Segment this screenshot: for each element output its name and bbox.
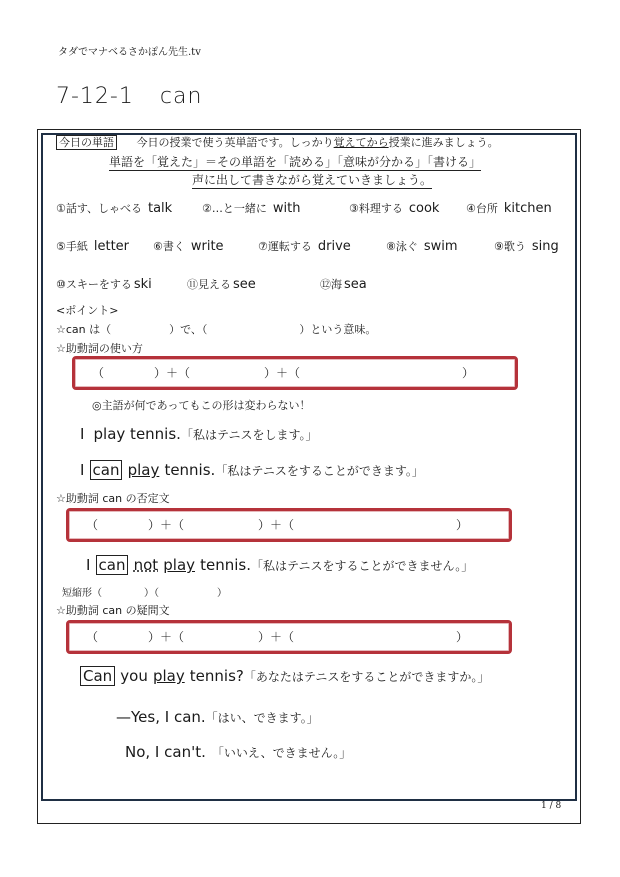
lesson-code: 7-12-1 (56, 84, 134, 109)
lesson-topic: can (159, 84, 203, 109)
vocab-item: ⑫海 sea (320, 277, 367, 292)
can-highlight: Can (80, 666, 115, 686)
vocab-label: 今日の単語 (56, 135, 117, 150)
answer-no: No, I can't. 「いいえ、できません。」 (125, 743, 352, 761)
instruction-line-2: 声に出して書きながら覚えていきましょう。 (192, 173, 433, 187)
vocab-item: ⑦運転する drive (258, 239, 351, 254)
vocab-intro-a: 今日の授業で使う英単語です。しっかり (136, 136, 334, 149)
negative-formula: （ ）＋（ ）＋（ ） (86, 518, 469, 532)
example-1: I play tennis.「私はテニスをします。」 (80, 425, 318, 443)
question-formula: （ ）＋（ ）＋（ ） (86, 630, 469, 644)
usage-heading: ☆助動詞の使い方 (56, 342, 143, 355)
negative-heading: ☆助動詞 can の否定文 (56, 492, 170, 505)
vocab-intro-c: 授業に進みましょう。 (388, 136, 499, 149)
can-highlight: can (96, 555, 129, 575)
usage-note: ◎主語が何であってもこの形は変わらない！ (92, 399, 311, 412)
page-number: 1 / 8 (541, 801, 562, 811)
vocab-item: ⑧泳ぐ swim (386, 239, 458, 254)
short-form: 短縮形（ ）（ ） (62, 588, 227, 599)
question-example: Can you play tennis?「あなたはテニスをすることができますか。」 (80, 666, 489, 685)
vocab-item: ⑩スキーをする ski (56, 277, 152, 292)
vocab-item: ⑥書く write (153, 239, 224, 254)
point-heading: <ポイント> (56, 304, 119, 317)
instruction-line-1: 単語を「覚えた」＝その単語を「読める」「意味が分かる」「書ける」 (109, 155, 482, 169)
answer-yes: —Yes, I can.「はい、できます。」 (116, 708, 319, 726)
vocab-item: ⑤手紙 letter (56, 239, 130, 254)
vocab-header (56, 134, 499, 150)
lesson-title (56, 84, 202, 109)
vocab-item: ②…と一緒に with (202, 201, 301, 216)
point-can-meaning: ☆can は（ ）で、（ ）という意味。 (56, 323, 377, 336)
negative-example: I can not play tennis.「私はテニスをすることができません。」 (86, 556, 474, 574)
can-highlight: can (90, 460, 123, 480)
vocab-item: ⑪見える see (187, 277, 256, 292)
vocab-item: ④台所 kitchen (466, 201, 552, 216)
site-title: タダでマナベるさかぽん先生.tv (58, 47, 201, 58)
vocab-item: ①話す、しゃべる talk (56, 201, 173, 216)
vocab-item: ③料理する cook (349, 201, 440, 216)
question-heading: ☆助動詞 can の疑問文 (56, 604, 170, 617)
example-2: I can play tennis.「私はテニスをすることができます。」 (80, 461, 424, 479)
usage-formula: （ ）＋（ ）＋（ ） (92, 366, 475, 380)
vocab-intro-b: 覚えてから (333, 136, 389, 149)
vocab-item: ⑨歌う sing (494, 239, 559, 254)
